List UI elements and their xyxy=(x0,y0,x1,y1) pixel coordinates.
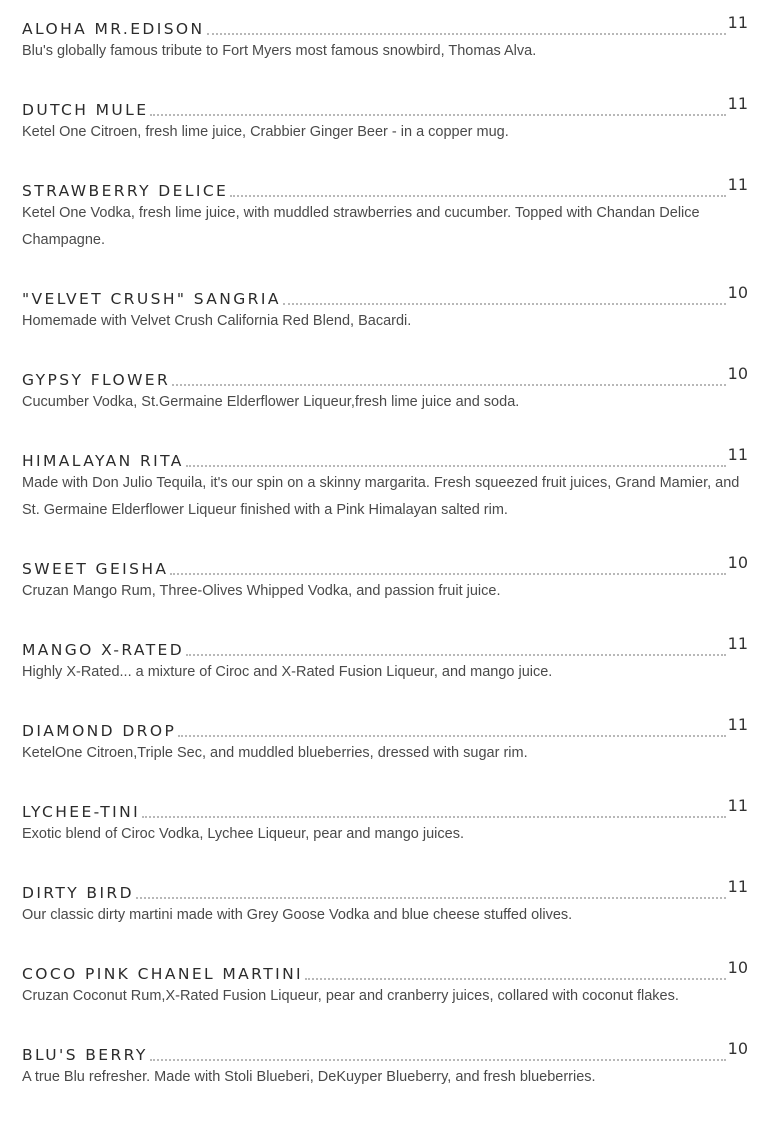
menu-item-price: 10 xyxy=(727,1039,748,1058)
dotted-leader xyxy=(230,195,725,197)
menu-item-description: KetelOne Citroen,Triple Sec, and muddled blueberries, dressed with sugar rim. xyxy=(22,745,528,761)
menu-item-price: 11 xyxy=(727,634,748,653)
menu-item-gypsy-flower xyxy=(22,364,748,448)
menu-item-name: BLU'S BERRY xyxy=(22,1046,148,1064)
dotted-leader xyxy=(207,33,726,35)
menu-item-coco-pink-chanel-martini xyxy=(22,958,748,1042)
menu-item-header xyxy=(22,958,748,983)
menu-item-lychee-tini xyxy=(22,796,748,880)
menu-item-diamond-drop xyxy=(22,715,748,799)
menu-item-description: Blu's globally famous tribute to Fort Myers most famous snowbird, Thomas Alva. xyxy=(22,43,537,59)
menu-item-name: ALOHA MR.EDISON xyxy=(22,20,205,38)
menu-item-name: COCO PINK CHANEL MARTINI xyxy=(22,965,304,983)
menu-item-description: Exotic blend of Ciroc Vodka, Lychee Liqueur, pear and mango juices. xyxy=(22,826,464,842)
menu-item-price: 10 xyxy=(727,283,748,302)
menu-item-name: DIAMOND DROP xyxy=(22,722,177,740)
dotted-leader xyxy=(150,1059,726,1061)
menu-item-name: DIRTY BIRD xyxy=(22,884,134,902)
menu-item-header xyxy=(22,283,748,308)
dotted-leader xyxy=(186,465,726,467)
menu-item-header xyxy=(22,553,748,578)
menu-item-description: Cruzan Mango Rum, Three-Olives Whipped Vodka, and passion fruit juice. xyxy=(22,583,501,599)
menu-item-header xyxy=(22,715,748,740)
menu-item-price: 11 xyxy=(727,877,748,896)
menu-item-description: Homemade with Velvet Crush California Red Blend, Bacardi. xyxy=(22,313,412,329)
menu-item-name: SWEET GEISHA xyxy=(22,560,169,578)
menu-item-header xyxy=(22,13,748,38)
menu-item-name: LYCHEE-TINI xyxy=(22,803,141,821)
menu-item-price: 11 xyxy=(727,796,748,815)
menu-item-price: 10 xyxy=(727,364,748,383)
menu-item-header xyxy=(22,94,748,119)
dotted-leader xyxy=(172,384,725,386)
menu-item-description: A true Blu refresher. Made with Stoli Blueberi, DeKuyper Blueberry, and fresh blueberries. xyxy=(22,1069,596,1085)
menu-item-price: 11 xyxy=(727,13,748,32)
menu-item-description: Highly X-Rated... a mixture of Ciroc and X-Rated Fusion Liqueur, and mango juice. xyxy=(22,664,553,680)
menu-item-price: 10 xyxy=(727,553,748,572)
menu-item-description: Ketel One Citroen, fresh lime juice, Crabbier Ginger Beer - in a copper mug. xyxy=(22,124,509,140)
menu-item-dutch-mule xyxy=(22,94,748,178)
dotted-leader xyxy=(142,816,726,818)
dotted-leader xyxy=(283,303,726,305)
dotted-leader xyxy=(136,897,726,899)
menu-item-header xyxy=(22,1039,748,1064)
cocktail-menu xyxy=(22,13,748,1123)
menu-item-price: 11 xyxy=(727,94,748,113)
menu-item-blus-berry xyxy=(22,1039,748,1123)
menu-item-header xyxy=(22,364,748,389)
dotted-leader xyxy=(178,735,725,737)
menu-item-mango-x-rated xyxy=(22,634,748,718)
dotted-leader xyxy=(305,978,726,980)
menu-item-strawberry-delice xyxy=(22,175,748,286)
menu-item-description: Made with Don Julio Tequila, it's our spin on a skinny margarita. Fresh squeezed fruit juices, Grand Mamier, and St. Germaine Elderflower Liqueur finished with a Pink Himalayan salted rim. xyxy=(22,475,740,518)
menu-item-name: STRAWBERRY DELICE xyxy=(22,182,229,200)
menu-item-sweet-geisha xyxy=(22,553,748,637)
menu-item-price: 11 xyxy=(727,715,748,734)
menu-item-himalayan-rita xyxy=(22,445,748,556)
dotted-leader xyxy=(186,654,726,656)
menu-item-header xyxy=(22,175,748,200)
menu-item-price: 11 xyxy=(727,445,748,464)
menu-item-aloha-mr-edison xyxy=(22,13,748,97)
menu-item-name: DUTCH MULE xyxy=(22,101,149,119)
menu-item-name: MANGO X-RATED xyxy=(22,641,185,659)
menu-item-name: GYPSY FLOWER xyxy=(22,371,171,389)
menu-item-dirty-bird xyxy=(22,877,748,961)
menu-item-description: Cruzan Coconut Rum,X-Rated Fusion Liqueur, pear and cranberry juices, collared with coconut flakes. xyxy=(22,988,679,1004)
dotted-leader xyxy=(150,114,725,116)
menu-item-price: 10 xyxy=(727,958,748,977)
menu-item-description: Cucumber Vodka, St.Germaine Elderflower Liqueur,fresh lime juice and soda. xyxy=(22,394,520,410)
menu-item-velvet-crush-sangria xyxy=(22,283,748,367)
menu-item-name: HIMALAYAN RITA xyxy=(22,452,184,470)
menu-item-header xyxy=(22,877,748,902)
menu-item-description: Our classic dirty martini made with Grey Goose Vodka and blue cheese stuffed olives. xyxy=(22,907,573,923)
menu-item-header xyxy=(22,796,748,821)
menu-item-description: Ketel One Vodka, fresh lime juice, with muddled strawberries and cucumber. Topped with Chandan Delice Champagne. xyxy=(22,205,700,248)
menu-item-price: 11 xyxy=(727,175,748,194)
dotted-leader xyxy=(170,573,725,575)
menu-item-name: "VELVET CRUSH" SANGRIA xyxy=(22,290,281,308)
menu-item-header xyxy=(22,445,748,470)
menu-item-header xyxy=(22,634,748,659)
